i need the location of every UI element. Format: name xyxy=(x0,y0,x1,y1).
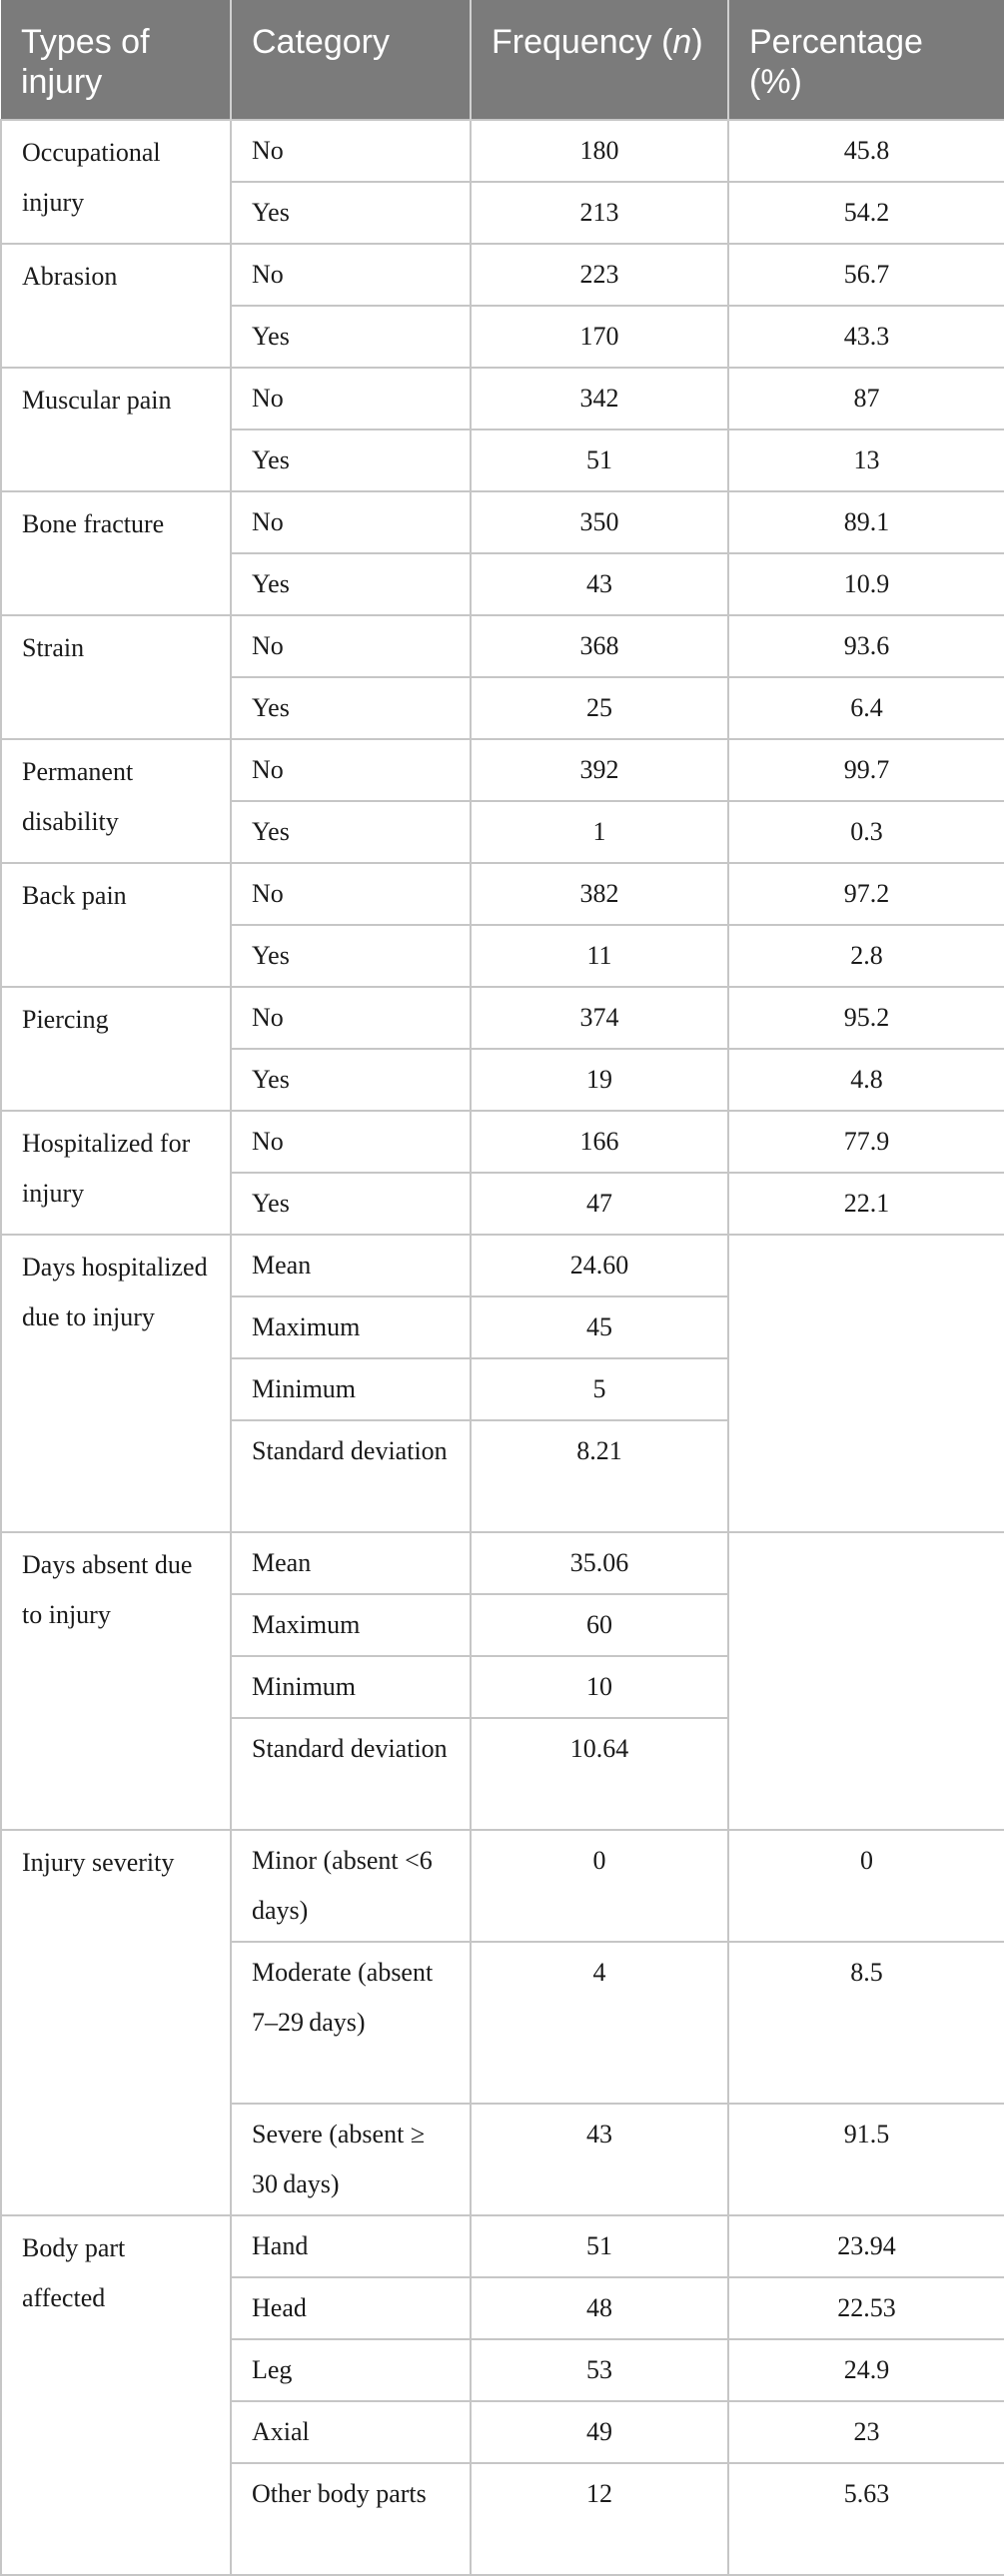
frequency-cell: 180 xyxy=(471,120,728,182)
category-cell: Yes xyxy=(231,429,471,491)
category-cell: No xyxy=(231,368,471,429)
table-row xyxy=(1,2215,1004,2277)
percentage-cell: 22.1 xyxy=(728,1173,1004,1235)
table-row xyxy=(1,739,1004,801)
category-cell: Other body parts xyxy=(231,2463,471,2575)
category-cell: Yes xyxy=(231,677,471,739)
category-cell: Standard deviation xyxy=(231,1420,471,1532)
percentage-cell: 13 xyxy=(728,429,1004,491)
percentage-cell: 87 xyxy=(728,368,1004,429)
frequency-cell: 10.64 xyxy=(471,1718,728,1830)
category-cell: Yes xyxy=(231,553,471,615)
percentage-cell: 2.8 xyxy=(728,925,1004,987)
header-percentage: Percentage (%) xyxy=(728,0,1004,120)
percentage-cell: 54.2 xyxy=(728,182,1004,244)
frequency-cell: 10 xyxy=(471,1656,728,1718)
category-cell: Mean xyxy=(231,1532,471,1594)
frequency-cell: 47 xyxy=(471,1173,728,1235)
category-cell: Maximum xyxy=(231,1594,471,1656)
frequency-cell: 51 xyxy=(471,429,728,491)
frequency-cell: 350 xyxy=(471,491,728,553)
percentage-cell: 43.3 xyxy=(728,306,1004,368)
header-frequency xyxy=(471,0,728,120)
category-cell: Yes xyxy=(231,1049,471,1111)
frequency-cell: 51 xyxy=(471,2215,728,2277)
table-row xyxy=(1,120,1004,182)
table-row xyxy=(1,491,1004,553)
frequency-cell: 170 xyxy=(471,306,728,368)
frequency-cell: 43 xyxy=(471,2104,728,2215)
injury-type-cell: Muscular pain xyxy=(1,368,231,491)
category-cell: Leg xyxy=(231,2339,471,2401)
category-cell: Minimum xyxy=(231,1358,471,1420)
frequency-cell: 0 xyxy=(471,1830,728,1942)
percentage-cell: 97.2 xyxy=(728,863,1004,925)
category-cell: Mean xyxy=(231,1235,471,1296)
frequency-cell: 12 xyxy=(471,2463,728,2575)
category-cell: No xyxy=(231,615,471,677)
percentage-cell: 99.7 xyxy=(728,739,1004,801)
percentage-cell: 56.7 xyxy=(728,244,1004,306)
category-cell: Yes xyxy=(231,306,471,368)
frequency-cell: 368 xyxy=(471,615,728,677)
frequency-cell: 45 xyxy=(471,1296,728,1358)
category-cell: Hand xyxy=(231,2215,471,2277)
frequency-cell: 392 xyxy=(471,739,728,801)
table-header xyxy=(1,0,1004,120)
category-cell: No xyxy=(231,244,471,306)
header-types-of-injury: Types of injury xyxy=(1,0,231,120)
table-row xyxy=(1,244,1004,306)
table-row xyxy=(1,368,1004,429)
header-frequency-n: n xyxy=(672,23,692,61)
category-cell: No xyxy=(231,120,471,182)
frequency-cell: 24.60 xyxy=(471,1235,728,1296)
percentage-cell: 4.8 xyxy=(728,1049,1004,1111)
category-cell: Yes xyxy=(231,1173,471,1235)
category-cell: No xyxy=(231,987,471,1049)
category-cell: Head xyxy=(231,2277,471,2339)
frequency-cell: 25 xyxy=(471,677,728,739)
category-cell: No xyxy=(231,491,471,553)
header-row xyxy=(1,0,1004,120)
header-category: Category xyxy=(231,0,471,120)
header-frequency-prefix: Frequency ( xyxy=(492,23,673,61)
frequency-cell: 53 xyxy=(471,2339,728,2401)
category-cell: Severe (absent ≥ 30 days) xyxy=(231,2104,471,2215)
percentage-cell: 24.9 xyxy=(728,2339,1004,2401)
percentage-cell: 10.9 xyxy=(728,553,1004,615)
table-body xyxy=(1,120,1004,2575)
injury-type-cell: Days absent due to injury xyxy=(1,1532,231,1830)
frequency-cell: 48 xyxy=(471,2277,728,2339)
frequency-cell: 166 xyxy=(471,1111,728,1173)
percentage-cell: 0 xyxy=(728,1830,1004,1942)
injury-type-cell: Strain xyxy=(1,615,231,739)
percentage-cell: 22.53 xyxy=(728,2277,1004,2339)
percentage-cell: 45.8 xyxy=(728,120,1004,182)
table-row xyxy=(1,1111,1004,1173)
category-cell: Yes xyxy=(231,925,471,987)
category-cell: No xyxy=(231,1111,471,1173)
category-cell: Yes xyxy=(231,182,471,244)
frequency-cell: 8.21 xyxy=(471,1420,728,1532)
category-cell: Minor (absent <6 days) xyxy=(231,1830,471,1942)
table-row xyxy=(1,615,1004,677)
category-cell: Yes xyxy=(231,801,471,863)
frequency-cell: 223 xyxy=(471,244,728,306)
header-frequency-suffix: ) xyxy=(691,23,703,61)
category-cell: Minimum xyxy=(231,1656,471,1718)
injury-type-cell: Abrasion xyxy=(1,244,231,368)
injury-type-cell: Piercing xyxy=(1,987,231,1111)
percentage-cell: 95.2 xyxy=(728,987,1004,1049)
frequency-cell: 60 xyxy=(471,1594,728,1656)
percentage-cell: 89.1 xyxy=(728,491,1004,553)
percentage-cell: 6.4 xyxy=(728,677,1004,739)
percentage-cell-empty xyxy=(728,1235,1004,1532)
frequency-cell: 19 xyxy=(471,1049,728,1111)
injury-type-cell: Injury severity xyxy=(1,1830,231,2215)
percentage-cell: 91.5 xyxy=(728,2104,1004,2215)
frequency-cell: 374 xyxy=(471,987,728,1049)
table-row xyxy=(1,987,1004,1049)
injury-type-cell: Body part affected xyxy=(1,2215,231,2575)
category-cell: No xyxy=(231,739,471,801)
frequency-cell: 1 xyxy=(471,801,728,863)
table-row xyxy=(1,863,1004,925)
category-cell: Moderate (absent 7–29 days) xyxy=(231,1942,471,2104)
percentage-cell: 0.3 xyxy=(728,801,1004,863)
frequency-cell: 11 xyxy=(471,925,728,987)
category-cell: Axial xyxy=(231,2401,471,2463)
category-cell: Maximum xyxy=(231,1296,471,1358)
percentage-cell: 23 xyxy=(728,2401,1004,2463)
percentage-cell: 8.5 xyxy=(728,1942,1004,2104)
frequency-cell: 4 xyxy=(471,1942,728,2104)
percentage-cell: 23.94 xyxy=(728,2215,1004,2277)
category-cell: Standard deviation xyxy=(231,1718,471,1830)
frequency-cell: 49 xyxy=(471,2401,728,2463)
frequency-cell: 342 xyxy=(471,368,728,429)
injury-type-cell: Bone fracture xyxy=(1,491,231,615)
injury-type-cell: Back pain xyxy=(1,863,231,987)
table-row xyxy=(1,1830,1004,1942)
frequency-cell: 35.06 xyxy=(471,1532,728,1594)
table-row xyxy=(1,1235,1004,1296)
injury-type-cell: Days hospitalized due to injury xyxy=(1,1235,231,1532)
table-row xyxy=(1,1532,1004,1594)
injury-type-cell: Hospitalized for injury xyxy=(1,1111,231,1235)
frequency-cell: 213 xyxy=(471,182,728,244)
frequency-cell: 5 xyxy=(471,1358,728,1420)
frequency-cell: 43 xyxy=(471,553,728,615)
category-cell: No xyxy=(231,863,471,925)
percentage-cell: 5.63 xyxy=(728,2463,1004,2575)
frequency-cell: 382 xyxy=(471,863,728,925)
percentage-cell: 77.9 xyxy=(728,1111,1004,1173)
injury-type-cell: Occupational injury xyxy=(1,120,231,244)
injury-type-cell: Permanent disability xyxy=(1,739,231,863)
percentage-cell: 93.6 xyxy=(728,615,1004,677)
percentage-cell-empty xyxy=(728,1532,1004,1830)
